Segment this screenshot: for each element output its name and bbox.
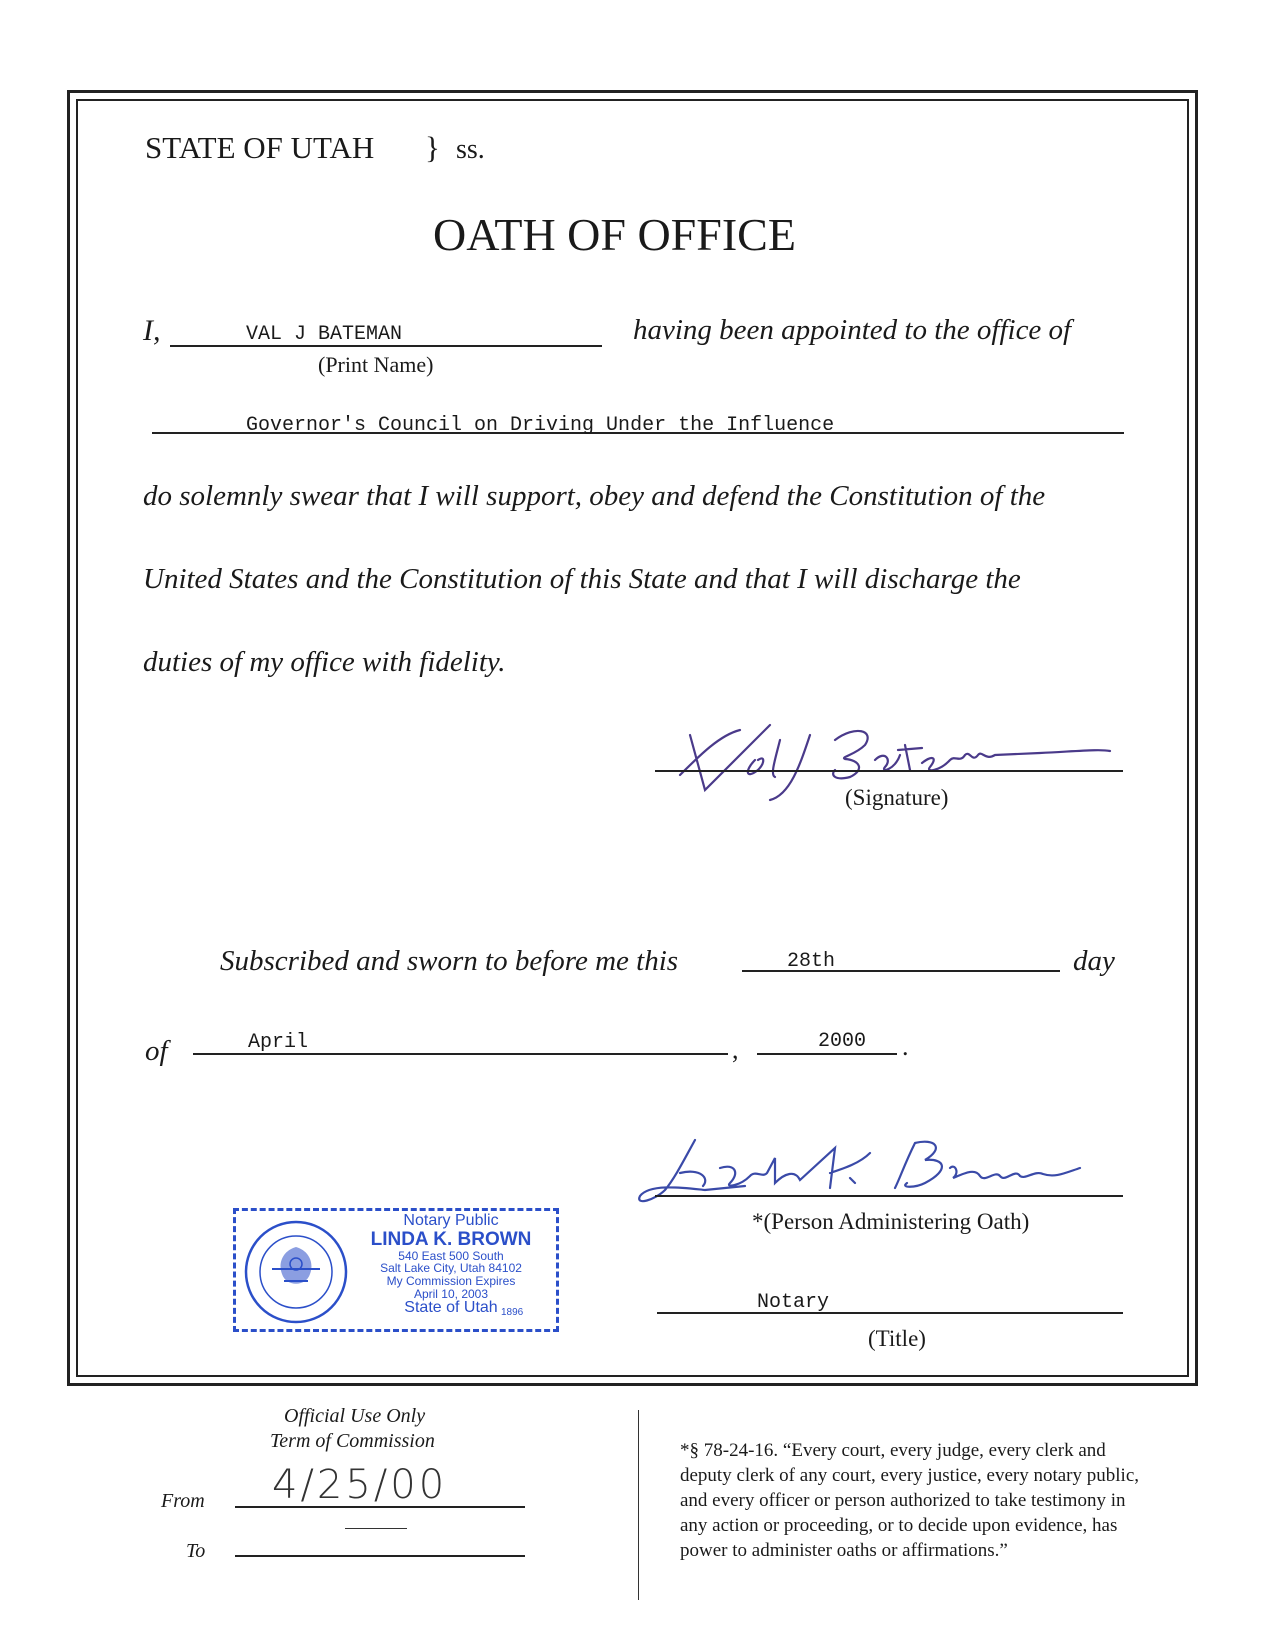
statute-line-5: power to administer oaths or affirmations.” bbox=[680, 1540, 1008, 1561]
administrator-signature bbox=[625, 1128, 1105, 1218]
statute-line-4: any action or proceeding, or to decide upon evidence, has bbox=[680, 1515, 1118, 1536]
to-line bbox=[235, 1555, 525, 1557]
stamp-line-4: Salt Lake City, Utah 84102 bbox=[380, 1261, 522, 1276]
from-label: From bbox=[161, 1490, 205, 1512]
print-name-value: VAL J BATEMAN bbox=[246, 323, 403, 346]
signature-line bbox=[655, 770, 1123, 772]
appointed-text: having been appointed to the office of bbox=[633, 314, 1072, 346]
i-prefix: I, bbox=[143, 314, 161, 347]
sworn-prefix: Subscribed and sworn to before me this bbox=[220, 945, 679, 977]
print-name-label: (Print Name) bbox=[318, 352, 434, 377]
office-value: Governor's Council on Driving Under the Influence bbox=[246, 414, 835, 437]
from-value-handwritten: 4/25/00 bbox=[272, 1462, 448, 1508]
administrator-signature-line bbox=[655, 1195, 1123, 1197]
statute-line-3: and every officer or person authorized to take testimony in bbox=[680, 1490, 1126, 1511]
title-line bbox=[657, 1312, 1123, 1314]
seal-year: 1896 bbox=[501, 1307, 524, 1318]
date-comma: , bbox=[732, 1035, 739, 1064]
day-value: 28th bbox=[787, 950, 836, 973]
oath-body-line-2: United States and the Constitution of this State and that I will discharge the bbox=[143, 563, 1021, 595]
state-heading: STATE OF UTAH bbox=[145, 130, 375, 165]
handwritten-dash bbox=[345, 1528, 407, 1529]
statute-note bbox=[680, 1438, 1139, 1563]
administrator-label: *(Person Administering Oath) bbox=[752, 1209, 1030, 1234]
utah-seal-icon bbox=[242, 1219, 350, 1325]
day-word: day bbox=[1073, 945, 1115, 977]
stamp-line-1: Notary Public bbox=[403, 1212, 499, 1229]
oath-body-line-3: duties of my office with fidelity. bbox=[143, 646, 506, 678]
stamp-line-2: LINDA K. BROWN bbox=[370, 1228, 532, 1250]
statute-line-1: *§ 78-24-16. “Every court, every judge, every clerk and bbox=[680, 1440, 1106, 1461]
year-line bbox=[757, 1053, 897, 1055]
stamp-line-3: 540 East 500 South bbox=[398, 1248, 504, 1263]
ss-mark: ss. bbox=[456, 134, 485, 165]
document-title: OATH OF OFFICE bbox=[433, 209, 796, 260]
stamp-line-7: State of Utah bbox=[404, 1299, 498, 1317]
of-word: of bbox=[145, 1035, 168, 1067]
official-use-heading: Official Use Only bbox=[284, 1405, 426, 1427]
title-value: Notary bbox=[757, 1291, 830, 1314]
signature-label: (Signature) bbox=[845, 785, 949, 810]
title-label: (Title) bbox=[868, 1326, 926, 1351]
statute-line-2: deputy clerk of any court, every justice, every notary public, bbox=[680, 1465, 1139, 1486]
footer-divider bbox=[638, 1410, 639, 1600]
year-value: 2000 bbox=[818, 1030, 867, 1053]
to-label: To bbox=[186, 1540, 206, 1562]
date-period: . bbox=[902, 1032, 909, 1061]
stamp-line-6: April 10, 2003 bbox=[413, 1286, 489, 1301]
month-value: April bbox=[248, 1031, 309, 1054]
notary-stamp bbox=[233, 1208, 559, 1332]
oath-body-line-1: do solemnly swear that I will support, obey and defend the Constitution of the bbox=[143, 480, 1046, 512]
term-of-commission-heading: Term of Commission bbox=[270, 1430, 435, 1452]
brace: } bbox=[425, 130, 440, 165]
stamp-line-5: My Commission Expires bbox=[386, 1273, 516, 1288]
